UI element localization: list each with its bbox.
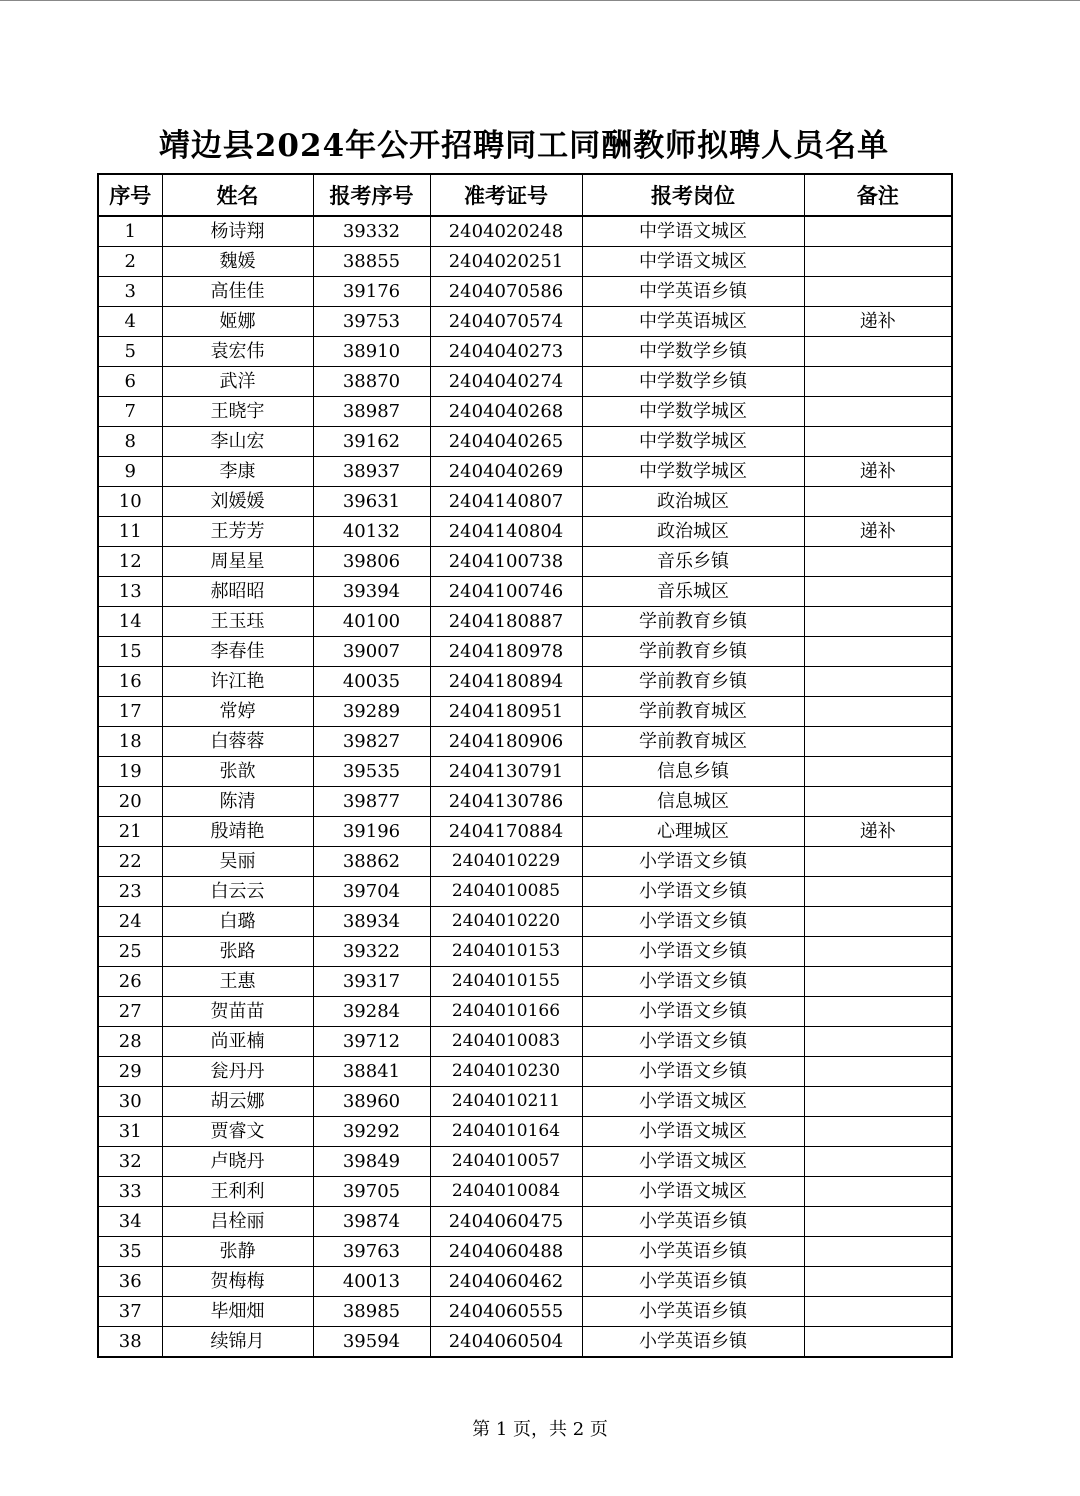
cell-exam-ticket-no: 2404180894	[430, 667, 582, 697]
cell-index: 13	[98, 577, 162, 607]
cell-exam-ticket-no: 2404010155	[430, 967, 582, 997]
cell-remark	[804, 577, 952, 607]
cell-name: 李春佳	[162, 637, 313, 667]
cell-application-no: 39705	[313, 1177, 430, 1207]
column-header-application-no: 报考序号	[313, 174, 430, 216]
page-number-footer: 第 1 页，共 2 页	[472, 1419, 608, 1440]
cell-remark	[804, 667, 952, 697]
table-row	[98, 1177, 952, 1207]
cell-remark	[804, 1327, 952, 1358]
cell-position: 小学语文乡镇	[582, 907, 804, 937]
cell-application-no: 39176	[313, 277, 430, 307]
cell-name: 王晓宇	[162, 397, 313, 427]
header-row	[98, 174, 952, 216]
cell-name: 续锦月	[162, 1327, 313, 1358]
cell-index: 20	[98, 787, 162, 817]
table-row	[98, 1027, 952, 1057]
cell-index: 16	[98, 667, 162, 697]
cell-position: 学前教育乡镇	[582, 637, 804, 667]
cell-index: 12	[98, 547, 162, 577]
cell-remark	[804, 967, 952, 997]
cell-exam-ticket-no: 2404130786	[430, 787, 582, 817]
cell-index: 6	[98, 367, 162, 397]
cell-exam-ticket-no: 2404040265	[430, 427, 582, 457]
cell-application-no: 38985	[313, 1297, 430, 1327]
cell-remark: 递补	[804, 307, 952, 337]
cell-application-no: 39289	[313, 697, 430, 727]
cell-application-no: 39712	[313, 1027, 430, 1057]
cell-application-no: 38937	[313, 457, 430, 487]
cell-application-no: 39874	[313, 1207, 430, 1237]
table-row	[98, 637, 952, 667]
cell-remark	[804, 1237, 952, 1267]
cell-name: 殷靖艳	[162, 817, 313, 847]
cell-exam-ticket-no: 2404170884	[430, 817, 582, 847]
table-row	[98, 1087, 952, 1117]
cell-name: 杨诗翔	[162, 216, 313, 247]
column-header-name: 姓名	[162, 174, 313, 216]
table-row	[98, 937, 952, 967]
cell-remark	[804, 637, 952, 667]
cell-exam-ticket-no: 2404020251	[430, 247, 582, 277]
cell-position: 中学数学乡镇	[582, 367, 804, 397]
cell-remark	[804, 847, 952, 877]
cell-application-no: 38841	[313, 1057, 430, 1087]
cell-exam-ticket-no: 2404010229	[430, 847, 582, 877]
cell-name: 高佳佳	[162, 277, 313, 307]
cell-name: 王利利	[162, 1177, 313, 1207]
cell-name: 张静	[162, 1237, 313, 1267]
cell-remark	[804, 277, 952, 307]
cell-position: 小学语文城区	[582, 1177, 804, 1207]
cell-application-no: 39704	[313, 877, 430, 907]
cell-position: 小学英语乡镇	[582, 1297, 804, 1327]
table-row	[98, 847, 952, 877]
table-row	[98, 307, 952, 337]
cell-position: 中学数学城区	[582, 427, 804, 457]
cell-exam-ticket-no: 2404040273	[430, 337, 582, 367]
table-row	[98, 427, 952, 457]
cell-position: 小学语文乡镇	[582, 937, 804, 967]
cell-position: 中学英语城区	[582, 307, 804, 337]
cell-application-no: 39535	[313, 757, 430, 787]
cell-position: 小学语文乡镇	[582, 1057, 804, 1087]
cell-name: 白璐	[162, 907, 313, 937]
table-row	[98, 397, 952, 427]
cell-application-no: 39806	[313, 547, 430, 577]
cell-position: 中学英语乡镇	[582, 277, 804, 307]
cell-index: 4	[98, 307, 162, 337]
cell-application-no: 40013	[313, 1267, 430, 1297]
cell-exam-ticket-no: 2404010083	[430, 1027, 582, 1057]
cell-name: 陈清	[162, 787, 313, 817]
cell-application-no: 39292	[313, 1117, 430, 1147]
cell-position: 小学英语乡镇	[582, 1327, 804, 1358]
cell-position: 小学语文乡镇	[582, 877, 804, 907]
cell-position: 心理城区	[582, 817, 804, 847]
cell-application-no: 38910	[313, 337, 430, 367]
cell-remark: 递补	[804, 517, 952, 547]
cell-index: 2	[98, 247, 162, 277]
cell-application-no: 39594	[313, 1327, 430, 1358]
cell-exam-ticket-no: 2404040268	[430, 397, 582, 427]
cell-remark	[804, 997, 952, 1027]
cell-index: 24	[98, 907, 162, 937]
cell-index: 29	[98, 1057, 162, 1087]
cell-index: 7	[98, 397, 162, 427]
table-row	[98, 547, 952, 577]
table-row	[98, 367, 952, 397]
cell-exam-ticket-no: 2404040269	[430, 457, 582, 487]
cell-name: 贺苗苗	[162, 997, 313, 1027]
cell-remark	[804, 487, 952, 517]
cell-position: 中学语文城区	[582, 247, 804, 277]
table-row	[98, 1147, 952, 1177]
cell-index: 8	[98, 427, 162, 457]
cell-exam-ticket-no: 2404020248	[430, 216, 582, 247]
cell-application-no: 38855	[313, 247, 430, 277]
cell-application-no: 39849	[313, 1147, 430, 1177]
cell-name: 王惠	[162, 967, 313, 997]
table-row	[98, 247, 952, 277]
cell-remark	[804, 1057, 952, 1087]
table-row	[98, 1057, 952, 1087]
table-row	[98, 607, 952, 637]
cell-index: 37	[98, 1297, 162, 1327]
cell-remark	[804, 1147, 952, 1177]
cell-exam-ticket-no: 2404130791	[430, 757, 582, 787]
cell-position: 小学语文城区	[582, 1147, 804, 1177]
cell-position: 政治城区	[582, 487, 804, 517]
cell-position: 中学数学城区	[582, 397, 804, 427]
cell-name: 白蓉蓉	[162, 727, 313, 757]
cell-name: 刘媛媛	[162, 487, 313, 517]
cell-name: 吕栓丽	[162, 1207, 313, 1237]
table-row	[98, 997, 952, 1027]
cell-exam-ticket-no: 2404070586	[430, 277, 582, 307]
cell-application-no: 38862	[313, 847, 430, 877]
table-header	[98, 174, 952, 216]
cell-remark	[804, 397, 952, 427]
column-header-exam-ticket-no: 准考证号	[430, 174, 582, 216]
cell-exam-ticket-no: 2404060475	[430, 1207, 582, 1237]
column-header-index: 序号	[98, 174, 162, 216]
cell-index: 10	[98, 487, 162, 517]
column-header-remark: 备注	[804, 174, 952, 216]
page-top-border	[0, 0, 1080, 1]
cell-application-no: 38960	[313, 1087, 430, 1117]
table-row	[98, 967, 952, 997]
cell-exam-ticket-no: 2404060504	[430, 1327, 582, 1358]
cell-index: 22	[98, 847, 162, 877]
cell-name: 贾睿文	[162, 1117, 313, 1147]
hiring-roster-table	[97, 173, 953, 1358]
cell-application-no: 39284	[313, 997, 430, 1027]
table-row	[98, 1237, 952, 1267]
cell-exam-ticket-no: 2404060488	[430, 1237, 582, 1267]
cell-position: 中学数学乡镇	[582, 337, 804, 367]
cell-position: 信息乡镇	[582, 757, 804, 787]
cell-name: 袁宏伟	[162, 337, 313, 367]
cell-position: 小学语文城区	[582, 1117, 804, 1147]
cell-exam-ticket-no: 2404140804	[430, 517, 582, 547]
cell-index: 31	[98, 1117, 162, 1147]
cell-application-no: 40132	[313, 517, 430, 547]
cell-index: 3	[98, 277, 162, 307]
table-row	[98, 337, 952, 367]
cell-name: 姬娜	[162, 307, 313, 337]
cell-application-no: 39877	[313, 787, 430, 817]
table-row	[98, 907, 952, 937]
cell-exam-ticket-no: 2404010166	[430, 997, 582, 1027]
cell-index: 14	[98, 607, 162, 637]
cell-exam-ticket-no: 2404070574	[430, 307, 582, 337]
cell-exam-ticket-no: 2404010084	[430, 1177, 582, 1207]
cell-name: 胡云娜	[162, 1087, 313, 1117]
cell-name: 张路	[162, 937, 313, 967]
cell-remark	[804, 247, 952, 277]
cell-index: 5	[98, 337, 162, 367]
cell-index: 1	[98, 216, 162, 247]
cell-application-no: 39162	[313, 427, 430, 457]
cell-application-no: 39394	[313, 577, 430, 607]
cell-name: 郝昭昭	[162, 577, 313, 607]
cell-name: 毕畑畑	[162, 1297, 313, 1327]
table-row	[98, 577, 952, 607]
document-title: 靖边县2024年公开招聘同工同酬教师拟聘人员名单	[158, 128, 890, 164]
cell-name: 张歆	[162, 757, 313, 787]
table-row	[98, 1207, 952, 1237]
cell-remark: 递补	[804, 817, 952, 847]
cell-exam-ticket-no: 2404010230	[430, 1057, 582, 1087]
cell-name: 武洋	[162, 367, 313, 397]
cell-name: 王玉珏	[162, 607, 313, 637]
cell-remark	[804, 1297, 952, 1327]
cell-index: 21	[98, 817, 162, 847]
table-row	[98, 517, 952, 547]
cell-application-no: 38934	[313, 907, 430, 937]
cell-exam-ticket-no: 2404100746	[430, 577, 582, 607]
cell-position: 小学英语乡镇	[582, 1207, 804, 1237]
table-body	[98, 216, 952, 1357]
cell-position: 学前教育城区	[582, 727, 804, 757]
cell-index: 26	[98, 967, 162, 997]
cell-index: 35	[98, 1237, 162, 1267]
cell-exam-ticket-no: 2404060555	[430, 1297, 582, 1327]
cell-remark	[804, 1207, 952, 1237]
cell-remark	[804, 216, 952, 247]
cell-remark	[804, 1177, 952, 1207]
cell-position: 中学数学城区	[582, 457, 804, 487]
cell-application-no: 39196	[313, 817, 430, 847]
cell-exam-ticket-no: 2404180887	[430, 607, 582, 637]
table-row	[98, 727, 952, 757]
cell-name: 周星星	[162, 547, 313, 577]
cell-name: 吴丽	[162, 847, 313, 877]
table-row	[98, 667, 952, 697]
cell-position: 小学语文乡镇	[582, 997, 804, 1027]
cell-remark	[804, 367, 952, 397]
table-row	[98, 817, 952, 847]
cell-position: 小学英语乡镇	[582, 1237, 804, 1267]
cell-remark	[804, 547, 952, 577]
cell-application-no: 39827	[313, 727, 430, 757]
cell-exam-ticket-no: 2404010164	[430, 1117, 582, 1147]
cell-exam-ticket-no: 2404180978	[430, 637, 582, 667]
cell-position: 小学语文乡镇	[582, 1027, 804, 1057]
cell-index: 38	[98, 1327, 162, 1358]
cell-index: 9	[98, 457, 162, 487]
cell-exam-ticket-no: 2404010085	[430, 877, 582, 907]
cell-application-no: 40100	[313, 607, 430, 637]
cell-remark	[804, 1117, 952, 1147]
cell-position: 小学语文乡镇	[582, 967, 804, 997]
cell-remark	[804, 787, 952, 817]
cell-name: 白云云	[162, 877, 313, 907]
cell-application-no: 39753	[313, 307, 430, 337]
table-row	[98, 487, 952, 517]
cell-remark	[804, 1267, 952, 1297]
table-row	[98, 277, 952, 307]
cell-position: 学前教育乡镇	[582, 607, 804, 637]
table-row	[98, 877, 952, 907]
cell-name: 贺梅梅	[162, 1267, 313, 1297]
cell-index: 32	[98, 1147, 162, 1177]
cell-remark	[804, 697, 952, 727]
cell-remark	[804, 337, 952, 367]
cell-name: 王芳芳	[162, 517, 313, 547]
cell-application-no: 39317	[313, 967, 430, 997]
table-row	[98, 1267, 952, 1297]
cell-name: 许江艳	[162, 667, 313, 697]
cell-position: 音乐城区	[582, 577, 804, 607]
cell-position: 小学语文乡镇	[582, 847, 804, 877]
cell-position: 小学语文城区	[582, 1087, 804, 1117]
cell-application-no: 38870	[313, 367, 430, 397]
cell-remark	[804, 727, 952, 757]
cell-remark: 递补	[804, 457, 952, 487]
cell-remark	[804, 427, 952, 457]
cell-exam-ticket-no: 2404180906	[430, 727, 582, 757]
cell-name: 常婷	[162, 697, 313, 727]
cell-exam-ticket-no: 2404010153	[430, 937, 582, 967]
cell-exam-ticket-no: 2404100738	[430, 547, 582, 577]
cell-exam-ticket-no: 2404140807	[430, 487, 582, 517]
table-row	[98, 1297, 952, 1327]
table-row	[98, 1327, 952, 1358]
cell-name: 尚亚楠	[162, 1027, 313, 1057]
cell-index: 33	[98, 1177, 162, 1207]
table-row	[98, 697, 952, 727]
table-row	[98, 457, 952, 487]
cell-index: 15	[98, 637, 162, 667]
cell-index: 34	[98, 1207, 162, 1237]
cell-application-no: 38987	[313, 397, 430, 427]
cell-position: 信息城区	[582, 787, 804, 817]
cell-position: 学前教育乡镇	[582, 667, 804, 697]
cell-index: 17	[98, 697, 162, 727]
cell-application-no: 39763	[313, 1237, 430, 1267]
table-row	[98, 757, 952, 787]
cell-index: 28	[98, 1027, 162, 1057]
cell-remark	[804, 877, 952, 907]
cell-remark	[804, 1087, 952, 1117]
table-row	[98, 1117, 952, 1147]
cell-position: 学前教育城区	[582, 697, 804, 727]
column-header-position: 报考岗位	[582, 174, 804, 216]
cell-index: 19	[98, 757, 162, 787]
cell-remark	[804, 757, 952, 787]
cell-exam-ticket-no: 2404010211	[430, 1087, 582, 1117]
table-row	[98, 787, 952, 817]
cell-remark	[804, 1027, 952, 1057]
cell-position: 音乐乡镇	[582, 547, 804, 577]
cell-name: 李康	[162, 457, 313, 487]
cell-index: 11	[98, 517, 162, 547]
cell-index: 25	[98, 937, 162, 967]
cell-position: 中学语文城区	[582, 216, 804, 247]
cell-application-no: 39631	[313, 487, 430, 517]
cell-index: 23	[98, 877, 162, 907]
table-row	[98, 216, 952, 247]
cell-remark	[804, 607, 952, 637]
cell-name: 卢晓丹	[162, 1147, 313, 1177]
cell-position: 政治城区	[582, 517, 804, 547]
cell-index: 36	[98, 1267, 162, 1297]
cell-exam-ticket-no: 2404010057	[430, 1147, 582, 1177]
cell-index: 27	[98, 997, 162, 1027]
cell-exam-ticket-no: 2404180951	[430, 697, 582, 727]
cell-position: 小学英语乡镇	[582, 1267, 804, 1297]
cell-application-no: 39007	[313, 637, 430, 667]
cell-index: 30	[98, 1087, 162, 1117]
cell-remark	[804, 937, 952, 967]
cell-name: 魏媛	[162, 247, 313, 277]
cell-application-no: 39322	[313, 937, 430, 967]
cell-index: 18	[98, 727, 162, 757]
cell-exam-ticket-no: 2404060462	[430, 1267, 582, 1297]
cell-name: 瓮丹丹	[162, 1057, 313, 1087]
cell-exam-ticket-no: 2404040274	[430, 367, 582, 397]
cell-name: 李山宏	[162, 427, 313, 457]
cell-remark	[804, 907, 952, 937]
cell-application-no: 39332	[313, 216, 430, 247]
cell-application-no: 40035	[313, 667, 430, 697]
cell-exam-ticket-no: 2404010220	[430, 907, 582, 937]
